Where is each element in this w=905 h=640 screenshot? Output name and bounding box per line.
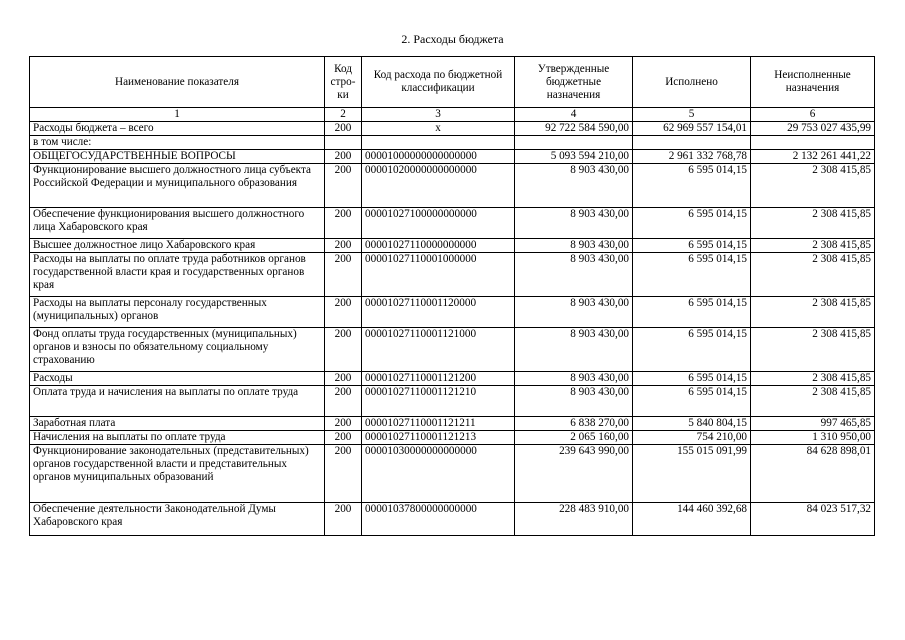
executed-amount-cell: 155 015 091,99 (633, 445, 751, 503)
unexecuted-amount-cell (751, 136, 875, 150)
indicator-name-cell: Расходы (30, 372, 325, 386)
header-line-code: Код стро-ки (325, 57, 362, 108)
approved-amount-cell: 8 903 430,00 (515, 239, 633, 253)
executed-amount-cell (633, 136, 751, 150)
indicator-name-cell: Обеспечение деятельности Законодательной Думы Хабаровского края (30, 503, 325, 536)
line-code-cell: 200 (325, 503, 362, 536)
approved-amount-cell: 8 903 430,00 (515, 328, 633, 372)
executed-amount-cell: 6 595 014,15 (633, 372, 751, 386)
classification-code-cell: 00001037800000000000 (362, 503, 515, 536)
table-row (30, 417, 875, 431)
indicator-name-cell: Функционирование законодательных (представительных) органов государственной власти и представительных органов муниципальных образований (30, 445, 325, 503)
indicator-name-cell: Расходы бюджета – всего (30, 122, 325, 136)
unexecuted-amount-cell: 2 308 415,85 (751, 386, 875, 417)
header-approved: Утвержденные бюджетные назначения (515, 57, 633, 108)
line-code-cell: 200 (325, 328, 362, 372)
header-executed: Исполнено (633, 57, 751, 108)
table-row (30, 431, 875, 445)
unexecuted-amount-cell: 1 310 950,00 (751, 431, 875, 445)
table-row (30, 297, 875, 328)
approved-amount-cell: 8 903 430,00 (515, 297, 633, 328)
table-row (30, 122, 875, 136)
header-indicator-name: Наименование показателя (30, 57, 325, 108)
unexecuted-amount-cell: 997 465,85 (751, 417, 875, 431)
indicator-name-cell: Фонд оплаты труда государственных (муниципальных) органов и взносы по обязательному социальному страхованию (30, 328, 325, 372)
approved-amount-cell: 8 903 430,00 (515, 372, 633, 386)
unexecuted-amount-cell: 2 132 261 441,22 (751, 150, 875, 164)
classification-code-cell (362, 136, 515, 150)
executed-amount-cell: 6 595 014,15 (633, 253, 751, 297)
classification-code-cell: 00001027110001120000 (362, 297, 515, 328)
unexecuted-amount-cell: 2 308 415,85 (751, 297, 875, 328)
indicator-name-cell: Расходы на выплаты персоналу государственных (муниципальных) органов (30, 297, 325, 328)
unexecuted-amount-cell: 2 308 415,85 (751, 372, 875, 386)
executed-amount-cell: 62 969 557 154,01 (633, 122, 751, 136)
table-row (30, 503, 875, 536)
table-row (30, 208, 875, 239)
executed-amount-cell: 144 460 392,68 (633, 503, 751, 536)
column-number: 1 (30, 108, 325, 122)
approved-amount-cell (515, 136, 633, 150)
approved-amount-cell: 228 483 910,00 (515, 503, 633, 536)
classification-code-cell: 00001027110001121213 (362, 431, 515, 445)
table-row (30, 150, 875, 164)
unexecuted-amount-cell: 2 308 415,85 (751, 328, 875, 372)
table-row (30, 239, 875, 253)
section-title: 2. Расходы бюджета (401, 32, 504, 46)
line-code-cell: 200 (325, 122, 362, 136)
indicator-name-cell: в том числе: (30, 136, 325, 150)
approved-amount-cell: 8 903 430,00 (515, 386, 633, 417)
classification-code-cell: 00001027110001000000 (362, 253, 515, 297)
table-row (30, 164, 875, 208)
executed-amount-cell: 6 595 014,15 (633, 239, 751, 253)
column-number: 6 (751, 108, 875, 122)
approved-amount-cell: 2 065 160,00 (515, 431, 633, 445)
unexecuted-amount-cell: 2 308 415,85 (751, 208, 875, 239)
table-row (30, 328, 875, 372)
classification-code-cell: 00001027110000000000 (362, 239, 515, 253)
approved-amount-cell: 8 903 430,00 (515, 208, 633, 239)
line-code-cell: 200 (325, 372, 362, 386)
indicator-name-cell: Оплата труда и начисления на выплаты по оплате труда (30, 386, 325, 417)
indicator-name-cell: ОБЩЕГОСУДАРСТВЕННЫЕ ВОПРОСЫ (30, 150, 325, 164)
column-number: 3 (362, 108, 515, 122)
line-code-cell: 200 (325, 253, 362, 297)
indicator-name-cell: Обеспечение функционирования высшего должностного лица Хабаровского края (30, 208, 325, 239)
executed-amount-cell: 2 961 332 768,78 (633, 150, 751, 164)
line-code-cell: 200 (325, 164, 362, 208)
indicator-name-cell: Расходы на выплаты по оплате труда работников органов государственной власти края и государственных органов края (30, 253, 325, 297)
header-classification-code: Код расхода по бюджетной классификации (362, 57, 515, 108)
line-code-cell (325, 136, 362, 150)
executed-amount-cell: 6 595 014,15 (633, 208, 751, 239)
unexecuted-amount-cell: 29 753 027 435,99 (751, 122, 875, 136)
line-code-cell: 200 (325, 417, 362, 431)
indicator-name-cell: Заработная плата (30, 417, 325, 431)
approved-amount-cell: 6 838 270,00 (515, 417, 633, 431)
classification-code-cell: 00001020000000000000 (362, 164, 515, 208)
classification-code-cell: 00001027110001121200 (362, 372, 515, 386)
unexecuted-amount-cell: 2 308 415,85 (751, 253, 875, 297)
column-number-row (30, 108, 875, 122)
column-number: 4 (515, 108, 633, 122)
executed-amount-cell: 6 595 014,15 (633, 297, 751, 328)
classification-code-cell: 00001027100000000000 (362, 208, 515, 239)
line-code-cell: 200 (325, 431, 362, 445)
classification-code-cell: 00001027110001121211 (362, 417, 515, 431)
column-number: 2 (325, 108, 362, 122)
approved-amount-cell: 92 722 584 590,00 (515, 122, 633, 136)
classification-code-cell: 00001030000000000000 (362, 445, 515, 503)
header-row (30, 57, 875, 108)
classification-code-cell: 00001000000000000000 (362, 150, 515, 164)
expenses-table (29, 56, 875, 536)
approved-amount-cell: 8 903 430,00 (515, 164, 633, 208)
classification-code-cell: 00001027110001121000 (362, 328, 515, 372)
executed-amount-cell: 6 595 014,15 (633, 164, 751, 208)
executed-amount-cell: 6 595 014,15 (633, 386, 751, 417)
classification-code-cell: 00001027110001121210 (362, 386, 515, 417)
line-code-cell: 200 (325, 297, 362, 328)
table-row (30, 445, 875, 503)
approved-amount-cell: 8 903 430,00 (515, 253, 633, 297)
indicator-name-cell: Функционирование высшего должностного лица субъекта Российской Федерации и муниципального образования (30, 164, 325, 208)
executed-amount-cell: 6 595 014,15 (633, 328, 751, 372)
indicator-name-cell: Высшее должностное лицо Хабаровского края (30, 239, 325, 253)
column-number: 5 (633, 108, 751, 122)
line-code-cell: 200 (325, 150, 362, 164)
approved-amount-cell: 239 643 990,00 (515, 445, 633, 503)
executed-amount-cell: 754 210,00 (633, 431, 751, 445)
unexecuted-amount-cell: 2 308 415,85 (751, 239, 875, 253)
header-unexecuted: Неисполненные назначения (751, 57, 875, 108)
line-code-cell: 200 (325, 239, 362, 253)
table-row (30, 253, 875, 297)
executed-amount-cell: 5 840 804,15 (633, 417, 751, 431)
line-code-cell: 200 (325, 386, 362, 417)
table-row (30, 386, 875, 417)
unexecuted-amount-cell: 84 628 898,01 (751, 445, 875, 503)
classification-code-cell: x (362, 122, 515, 136)
indicator-name-cell: Начисления на выплаты по оплате труда (30, 431, 325, 445)
unexecuted-amount-cell: 84 023 517,32 (751, 503, 875, 536)
line-code-cell: 200 (325, 208, 362, 239)
approved-amount-cell: 5 093 594 210,00 (515, 150, 633, 164)
line-code-cell: 200 (325, 445, 362, 503)
unexecuted-amount-cell: 2 308 415,85 (751, 164, 875, 208)
table-row (30, 372, 875, 386)
table-row (30, 136, 875, 150)
